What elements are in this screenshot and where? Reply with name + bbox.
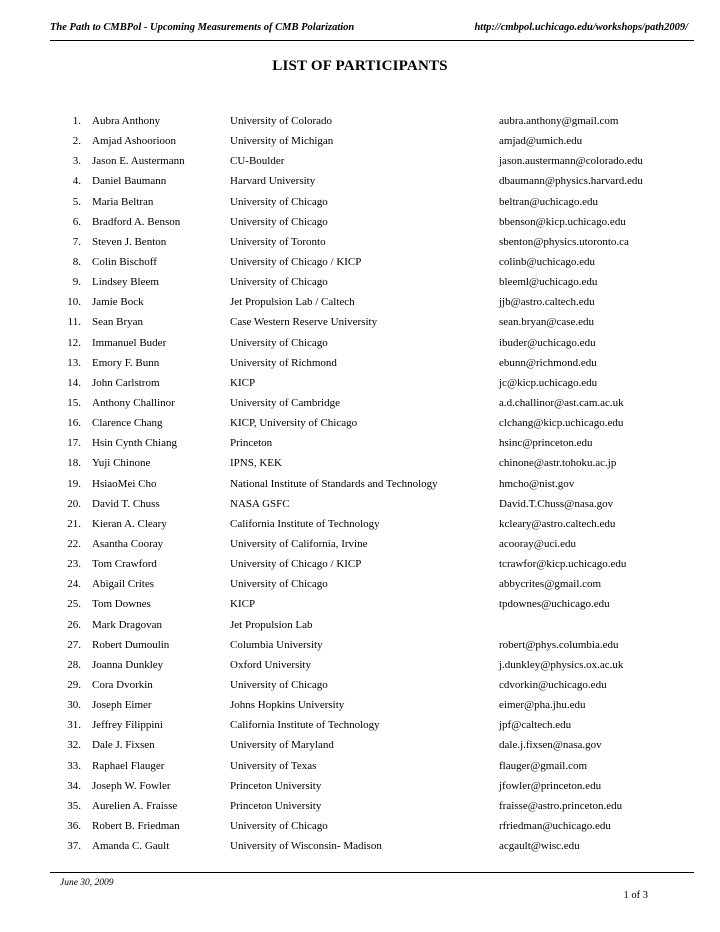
participant-name: Mark Dragovan [92,618,162,631]
participant-name: Aurelien A. Fraisse [92,799,178,812]
participant-email: hmcho@nist.gov [499,477,575,490]
participant-institution: University of Cambridge [230,396,340,409]
participant-name: Tom Downes [92,598,151,611]
participant-row [0,373,720,393]
participant-institution: University of Michigan [230,135,334,148]
participant-number: 20. [67,497,81,510]
participant-institution: University of Richmond [230,356,337,369]
participant-name: Aubra Anthony [92,115,161,127]
participant-email: tcrawfor@kicp.uchicago.edu [499,558,627,571]
participant-number: 19. [67,477,81,490]
participant-number: 14. [67,376,81,389]
participant-name: Hsin Cynth Chiang [92,437,177,450]
participant-name: Robert B. Friedman [92,819,180,832]
participant-number: 30. [67,699,81,712]
participant-row [0,192,720,212]
participant-name: HsiaoMei Cho [92,477,157,490]
participant-row [0,635,720,655]
participant-name: Jeffrey Filippini [92,719,163,732]
participant-email: beltran@uchicago.edu [499,195,599,208]
participant-row [0,675,720,695]
participant-row [0,272,720,292]
participant-number: 37. [67,840,81,853]
participant-number: 23. [67,558,81,571]
participant-number: 34. [67,779,81,792]
participant-name: Joseph W. Fowler [92,779,171,792]
participant-number: 8. [72,255,81,268]
participant-email: fraisse@astro.princeton.edu [499,799,623,812]
participant-institution: University of Chicago [230,215,328,228]
participant-row [0,171,720,191]
page-title: LIST OF PARTICIPANTS [272,58,448,74]
participant-name: Joanna Dunkley [92,658,164,671]
participant-number: 32. [67,739,81,752]
participant-email: bbenson@kicp.uchicago.edu [499,215,626,228]
participant-email: jjb@astro.caltech.edu [499,296,595,309]
participant-row [0,252,720,272]
participant-number: 27. [67,638,81,651]
participant-number: 12. [67,336,81,349]
participant-email: aubra.anthony@gmail.com [499,115,619,127]
participant-institution: National Institute of Standards and Technology [230,477,438,490]
header-title: The Path to CMBPol - Upcoming Measurements of CMB Polarization [50,22,355,33]
participant-name: Tom Crawford [92,558,157,571]
participant-name: Clarence Chang [92,417,163,430]
participant-email: sbenton@physics.utoronto.ca [499,235,629,248]
participant-institution: University of Chicago [230,276,328,289]
participant-number: 17. [67,437,81,450]
participant-row [0,715,720,735]
participant-email: chinone@astr.tohoku.ac.jp [499,457,617,470]
participant-name: Amanda C. Gault [92,840,170,853]
participant-email: jpf@caltech.edu [499,719,572,732]
participant-name: Emory F. Bunn [92,356,160,369]
participant-row [0,615,720,635]
participant-email: a.d.challinor@ast.cam.ac.uk [499,396,624,409]
participant-name: Amjad Ashoorioon [92,135,177,148]
participant-institution: University of Chicago [230,195,328,208]
participant-institution: University of Maryland [230,739,334,752]
participant-institution: University of Chicago [230,819,328,832]
participant-name: Joseph Eimer [92,699,152,712]
participant-institution: Jet Propulsion Lab [230,618,313,631]
participant-number: 9. [72,276,81,289]
participant-email: cdvorkin@uchicago.edu [499,678,607,691]
footer-divider [50,872,694,873]
participant-number: 15. [67,396,81,409]
participant-row [0,393,720,413]
participant-number: 36. [67,819,81,832]
participant-number: 18. [67,457,81,470]
participant-email: ibuder@uchicago.edu [499,336,596,349]
participant-row [0,534,720,554]
participant-row [0,131,720,151]
participant-row [0,514,720,534]
participant-institution: CU-Boulder [230,155,285,168]
participant-email: jfowler@princeton.edu [499,779,602,792]
participant-row [0,232,720,252]
participant-row [0,453,720,473]
participant-number: 1. [72,115,81,127]
participant-number: 35. [67,799,81,812]
participant-number: 11. [67,316,81,329]
participant-row [0,353,720,373]
participant-number: 5. [72,195,81,208]
participant-name: Jamie Bock [92,296,144,309]
participant-email: sean.bryan@case.edu [499,316,595,329]
header-url: http://cmbpol.uchicago.edu/workshops/path2009/ [474,22,688,33]
footer-date: June 30, 2009 [60,878,114,888]
participant-institution: Johns Hopkins University [230,699,345,712]
participant-number: 6. [72,215,81,228]
participant-institution: University of Chicago / KICP [230,558,362,571]
participant-institution: University of Texas [230,759,317,772]
participant-name: Asantha Cooray [92,537,164,550]
participant-institution: IPNS, KEK [230,457,282,470]
participant-name: Lindsey Bleem [92,276,159,289]
participant-institution: University of Wisconsin- Madison [230,840,382,853]
participant-name: Jason E. Austermann [92,155,185,168]
participant-email: David.T.Chuss@nasa.gov [499,497,614,510]
participant-email: acooray@uci.edu [499,537,577,550]
participant-row [0,494,720,514]
participant-number: 3. [72,155,81,168]
participant-number: 25. [67,598,81,611]
participant-email: robert@phys.columbia.edu [499,638,619,651]
participant-number: 22. [67,537,81,550]
participant-institution: NASA GSFC [230,497,290,510]
participant-email: abbycrites@gmail.com [499,578,602,591]
participant-row [0,796,720,816]
participant-number: 21. [67,517,81,530]
participant-institution: Jet Propulsion Lab / Caltech [230,296,355,309]
participant-email: hsinc@princeton.edu [499,437,593,450]
participant-institution: California Institute of Technology [230,719,380,732]
participant-email: dale.j.fixsen@nasa.gov [499,739,602,752]
participant-institution: Case Western Reserve University [230,316,378,329]
participant-institution: University of Toronto [230,235,326,248]
participant-number: 4. [72,175,81,188]
participant-row [0,413,720,433]
participant-institution: Princeton [230,437,273,450]
participant-row [0,695,720,715]
participant-row [0,554,720,574]
participant-number: 7. [72,235,81,248]
participant-name: Maria Beltran [92,195,154,208]
participant-email: jc@kicp.uchicago.edu [499,376,598,389]
participant-name: Robert Dumoulin [92,638,170,651]
participant-name: Daniel Baumann [92,175,167,188]
header-divider [50,40,694,41]
participant-institution: Princeton University [230,799,322,812]
participant-row [0,433,720,453]
participant-email: tpdownes@uchicago.edu [499,598,610,611]
participant-name: Kieran A. Cleary [92,517,167,530]
participant-row [0,312,720,332]
participant-number: 29. [67,678,81,691]
participant-number: 24. [67,578,81,591]
participant-number: 33. [67,759,81,772]
participant-number: 10. [67,296,81,309]
participant-institution: University of California, Irvine [230,537,368,550]
participant-number: 2. [72,135,81,148]
participant-row [0,111,720,131]
participant-institution: KICP [230,598,256,611]
participant-email: eimer@pha.jhu.edu [499,699,586,712]
participant-row [0,816,720,836]
participant-email: amjad@umich.edu [499,135,583,148]
participant-name: John Carlstrom [92,376,160,389]
participant-email: clchang@kicp.uchicago.edu [499,417,624,430]
participant-institution: KICP, University of Chicago [230,417,358,430]
participant-institution: Columbia University [230,638,323,651]
participant-row [0,151,720,171]
participant-name: Colin Bischoff [92,255,157,268]
participant-name: Yuji Chinone [92,457,151,470]
participant-row [0,212,720,232]
participant-institution: University of Chicago [230,678,328,691]
participant-email: dbaumann@physics.harvard.edu [499,175,643,188]
participant-row [0,735,720,755]
participant-name: Cora Dvorkin [92,678,153,691]
participant-name: Immanuel Buder [92,336,167,349]
participant-institution: KICP [230,376,256,389]
participant-row [0,333,720,353]
participant-list [0,111,720,856]
participant-email: rfriedman@uchicago.edu [499,819,611,832]
participant-email: jason.austermann@colorado.edu [499,155,643,168]
participant-name: Dale J. Fixsen [92,739,155,752]
participant-row [0,574,720,594]
participant-email: flauger@gmail.com [499,759,588,772]
participant-email: colinb@uchicago.edu [499,255,595,268]
participant-name: Steven J. Benton [92,235,167,248]
participant-name: Raphael Flauger [92,759,165,772]
participant-number: 28. [67,658,81,671]
participant-email: kcleary@astro.caltech.edu [499,517,616,530]
participant-institution: University of Chicago [230,336,328,349]
participant-name: David T. Chuss [92,497,160,510]
participant-row [0,292,720,312]
participant-row [0,756,720,776]
participant-name: Abigail Crites [92,578,155,591]
participant-number: 31. [67,719,81,732]
participant-row [0,594,720,614]
participant-institution: Oxford University [230,658,311,671]
participant-name: Bradford A. Benson [92,215,181,228]
participant-institution: California Institute of Technology [230,517,380,530]
participant-number: 16. [67,417,81,430]
participant-row [0,776,720,796]
participant-number: 26. [67,618,81,631]
participant-name: Anthony Challinor [92,396,175,409]
participant-institution: University of Colorado [230,115,333,127]
participant-email: bleeml@uchicago.edu [499,276,598,289]
participant-email: j.dunkley@physics.ox.ac.uk [499,658,624,671]
participant-email: ebunn@richmond.edu [499,356,597,369]
participant-row [0,836,720,856]
participant-row [0,655,720,675]
participant-row [0,474,720,494]
participant-email: acgault@wisc.edu [499,840,580,853]
participant-name: Sean Bryan [92,316,144,329]
participant-institution: University of Chicago / KICP [230,255,362,268]
page-number: 1 of 3 [623,890,648,901]
participant-number: 13. [67,356,81,369]
participant-institution: Princeton University [230,779,322,792]
participant-institution: University of Chicago [230,578,328,591]
participant-institution: Harvard University [230,175,316,188]
